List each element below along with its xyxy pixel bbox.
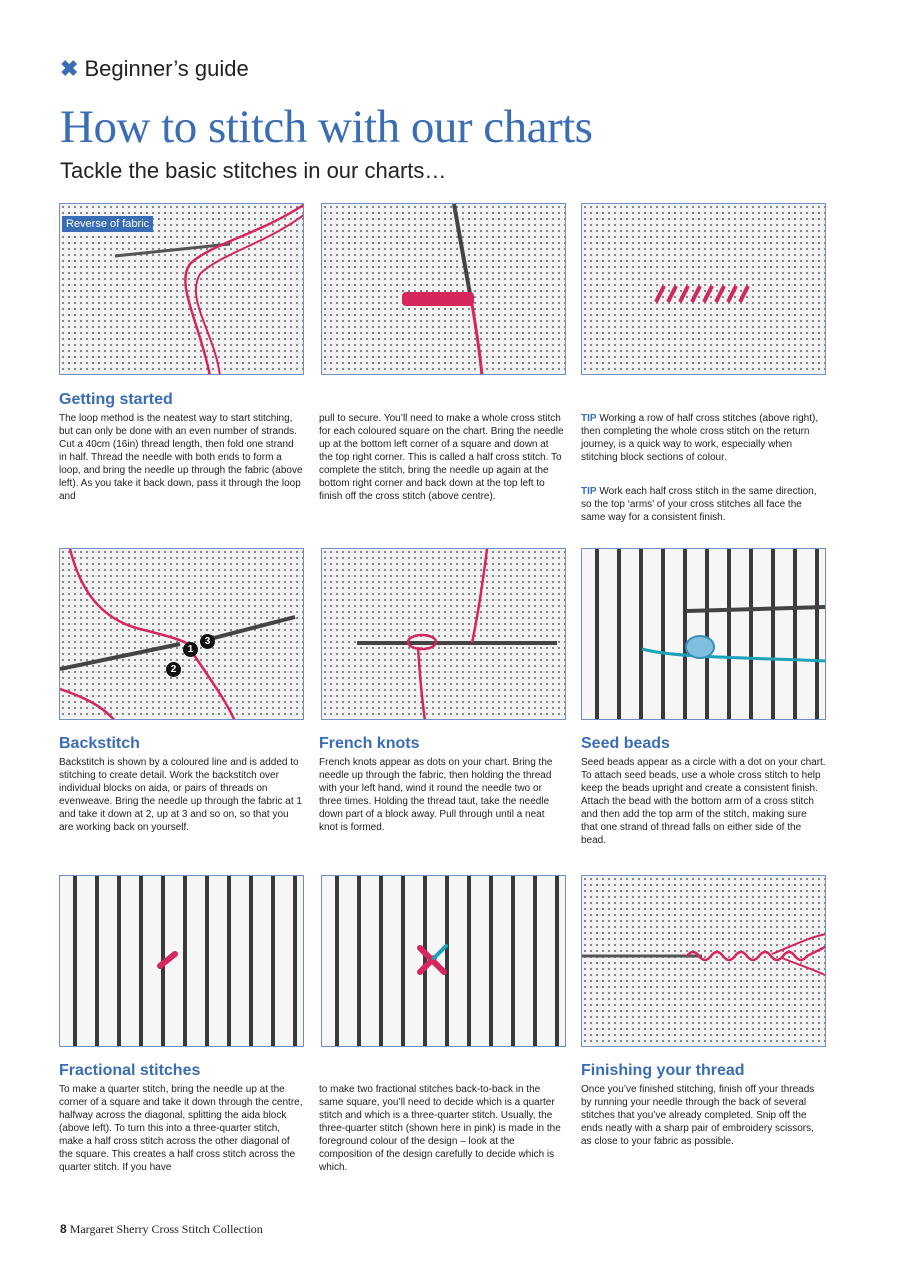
page-subtitle: Tackle the basic stitches in our charts… <box>60 158 447 183</box>
photo-row-half-cross <box>581 203 826 375</box>
heading-finishing: Finishing your thread <box>581 1062 745 1079</box>
three-quarter-stitch-drawing <box>322 876 566 1047</box>
tip-1-label: TIP <box>581 413 597 424</box>
getting-started-col1: The loop method is the neatest way to start stitching, but can only be done with an even number of strands. Cut a 40cm (16in) thread length, then fold one strand in half. Thread the needle with both ends to form a loop, and bring the needle up through the fabric (above left). As you take it back down, pass it through the loop and <box>59 413 303 502</box>
kicker-text: Beginner’s guide <box>84 56 249 81</box>
kicker <box>60 56 249 82</box>
row-stitches-drawing <box>582 204 826 375</box>
getting-started-col2: pull to secure. You’ll need to make a whole cross stitch for each coloured square on the chart. Bring the needle up at the bottom left corner of a square and down at the top right corner. This is called a half cross stitch. To complete the stitch, bring the needle up again at the bottom right corner and back down at the top left to finish off the cross stitch (above centre). <box>319 413 564 502</box>
footer <box>60 1222 263 1237</box>
finishing-text: Once you’ve finished stitching, finish off your threads by running your needle through the back of several stitches that you’ve already completed. Snip off the ends neatly with a sharp pair of embroidery scissors, as close to your fabric as possible. <box>581 1084 815 1147</box>
page-title: How to stitch with our charts <box>60 101 593 153</box>
half-cross-drawing <box>322 204 566 375</box>
heading-seed-beads: Seed beads <box>581 735 670 752</box>
backstitch-number-3: 3 <box>200 634 215 649</box>
cross-icon: ✖ <box>60 56 79 81</box>
seed-beads-text: Seed beads appear as a circle with a dot on your chart. To attach seed beads, use a whole cross stitch to help keep the beads upright and create a consistent finish. Attach the bead with the bottom arm of a cross stitch and then add the top arm of the stitch, making sure that one strand of thread falls on either side of the bead. <box>581 757 826 846</box>
photo-quarter-stitch <box>59 875 304 1047</box>
page-number: 8 <box>60 1222 67 1236</box>
quarter-stitch-drawing <box>60 876 304 1047</box>
heading-french-knots: French knots <box>319 735 420 752</box>
french-knot-drawing <box>322 549 566 720</box>
photo-seed-beads <box>581 548 826 720</box>
photo-backstitch <box>59 548 304 720</box>
reverse-of-fabric-label: Reverse of fabric <box>62 216 153 232</box>
photo-three-quarter-stitch <box>321 875 566 1047</box>
publication-name: Margaret Sherry Cross Stitch Collection <box>69 1222 263 1236</box>
photo-finishing-thread <box>581 875 826 1047</box>
photo-loop-method <box>59 203 304 375</box>
french-knots-text: French knots appear as dots on your chart. Bring the needle up through the fabric, then holding the thread with your left hand, wind it round the needle two or three times. Holding the thread taut, take the needle down part of a block away. Pull through until a neat knot is formed. <box>319 757 553 833</box>
backstitch-number-1: 1 <box>183 642 198 657</box>
tip-2 <box>581 485 826 524</box>
seed-bead-drawing <box>582 549 826 720</box>
heading-backstitch: Backstitch <box>59 735 140 752</box>
heading-getting-started: Getting started <box>59 391 173 408</box>
photo-french-knots <box>321 548 566 720</box>
backstitch-drawing <box>60 549 304 720</box>
heading-fractional: Fractional stitches <box>59 1062 201 1079</box>
fractional-col1: To make a quarter stitch, bring the needle up at the corner of a square and take it down through the centre, halfway across the diagonal, splitting the aida block (above left). To turn this into a three-quarter stitch, make a half cross stitch across the other diagonal of the square. This creates a half cross stitch across the quarter stitch. If you have <box>59 1084 303 1173</box>
backstitch-text: Backstitch is shown by a coloured line and is added to stitching to create detail. Work the backstitch over individual blocks on aida, or pairs of threads on evenweave. Bring the needle up through the fabric at 1 and take it down at 2, up at 3 and so on, so that you are working back on yourself. <box>59 757 302 833</box>
tip-1-text: Working a row of half cross stitches (above right), then completing the whole cross stitch on the return journey, is a quick way to work, especially when stitching block sections of colour. <box>581 413 819 463</box>
tip-1 <box>581 412 826 464</box>
photo-half-cross <box>321 203 566 375</box>
backstitch-number-2: 2 <box>166 662 181 677</box>
fractional-col2: to make two fractional stitches back-to-back in the same square, you’ll need to decide which is a quarter stitch and which is a three-quarter stitch. Usually, the three-quarter stitch (shown here in pink) is made in the foreground colour of the design – look at the composition of the design carefully to decide which is which. <box>319 1084 561 1173</box>
finishing-drawing <box>582 876 826 1047</box>
tip-2-label: TIP <box>581 486 597 497</box>
tip-2-text: Work each half cross stitch in the same direction, so the top ‘arms’ of your cross stitches all face the same way for a consistent finish. <box>581 486 817 523</box>
